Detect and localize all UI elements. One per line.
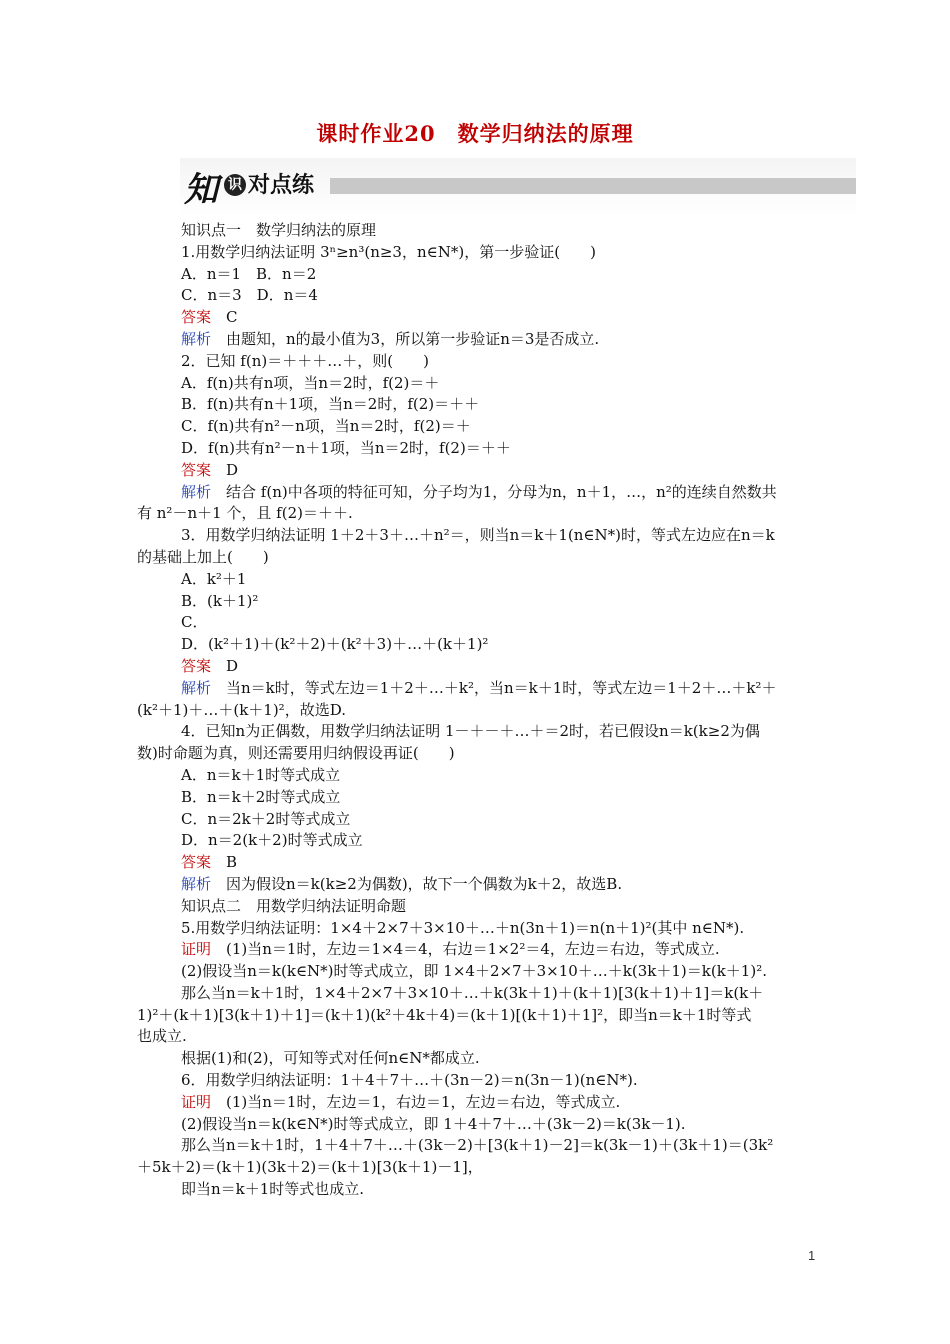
line-text: 4．已知n为正偶数，用数学归纳法证明 1－＋－＋…＋＝2时，若已假设n＝k(k≥2为偶 <box>181 722 760 741</box>
line-text: 5.用数学归纳法证明：1×4＋2×7＋3×10＋…＋n(3n＋1)＝n(n＋1)²(其中 n∈N*). <box>181 918 745 937</box>
line-text: A．n＝k＋1时等式成立 <box>181 765 341 784</box>
text-line <box>137 1157 817 1179</box>
line-text: 结合 f(n)中各项的特征可知，分子均为1，分母为n，n＋1，…，n²的连续自然数共 <box>211 482 777 501</box>
line-tag: 解析 <box>181 874 212 893</box>
line-text: 知识点一 数学归纳法的原理 <box>181 221 377 239</box>
line-tag: 证明 <box>181 1092 212 1111</box>
text-line <box>137 918 817 940</box>
text-line <box>137 591 817 613</box>
text-line <box>137 503 817 525</box>
line-text: C．n＝3 D．n＝4 <box>181 286 318 305</box>
text-line <box>137 220 817 242</box>
line-text: 根据(1)和(2)，可知等式对任何n∈N*都成立. <box>181 1049 480 1068</box>
line-text: 6．用数学归纳法证明：1＋4＋7＋…＋(3n－2)＝n(3n－1)(n∈N*). <box>181 1071 638 1090</box>
line-text: 1)²＋(k＋1)[3(k＋1)＋1]＝(k＋1)(k²＋4k＋4)＝(k＋1)[(k＋1)＋1]²，即当n＝k＋1时等式 <box>137 1005 752 1024</box>
line-text: C <box>211 308 238 327</box>
text-line <box>137 612 817 634</box>
line-tag: 解析 <box>181 329 212 348</box>
line-tag: 答案 <box>181 460 212 479</box>
line-text: A．n＝1 B．n＝2 <box>181 264 317 283</box>
text-line <box>137 656 817 678</box>
text-line <box>137 852 817 874</box>
text-line <box>137 307 817 329</box>
banner-bar <box>330 178 856 194</box>
text-line <box>137 765 817 787</box>
text-line <box>137 416 817 438</box>
text-line <box>137 809 817 831</box>
line-text: 2．已知 f(n)＝＋＋＋…＋，则( ) <box>181 351 429 370</box>
banner-text: 对点练 <box>248 173 315 198</box>
text-line <box>137 961 817 983</box>
line-tag: 答案 <box>181 853 212 872</box>
line-tag: 答案 <box>181 656 212 675</box>
banner-glyph-shi: 识 <box>224 174 246 196</box>
line-text: 那么当n＝k＋1时，1×4＋2×7＋3×10＋…＋k(3k＋1)＋(k＋1)[3(k＋1)＋1]＝k(k＋ <box>181 983 764 1002</box>
line-text: 也成立. <box>137 1027 187 1046</box>
line-text: B．(k＋1)² <box>181 591 259 610</box>
line-text: 当n＝k时，等式左边＝1＋2＋…＋k²，当n＝k＋1时，等式左边＝1＋2＋…＋k²＋ <box>211 678 777 697</box>
line-text: B <box>211 853 238 872</box>
banner-glyph-zhi: 知 <box>184 170 218 210</box>
line-tag: 解析 <box>181 678 212 697</box>
text-line <box>137 547 817 569</box>
text-line <box>137 896 817 918</box>
text-line <box>137 1070 817 1092</box>
page-number: 1 <box>808 1248 816 1263</box>
section-banner <box>180 158 856 216</box>
line-text: (2)假设当n＝k(k∈N*)时等式成立，即 1×4＋2×7＋3×10＋…＋k(3k＋1)＝k(k＋1)². <box>181 962 767 981</box>
line-text: D <box>211 656 239 675</box>
text-line <box>137 874 817 896</box>
line-text: A．f(n)共有n项，当n＝2时，f(2)＝＋ <box>181 373 440 392</box>
text-line <box>137 1026 817 1048</box>
line-text: D <box>211 460 239 479</box>
line-text: ＋5k＋2)＝(k＋1)(3k＋2)＝(k＋1)[3(k＋1)－1]， <box>137 1158 483 1177</box>
text-line <box>137 939 817 961</box>
text-line <box>137 242 817 264</box>
text-line <box>137 721 817 743</box>
text-line <box>137 460 817 482</box>
line-text: C．f(n)共有n²－n项，当n＝2时，f(2)＝＋ <box>181 417 471 436</box>
text-line <box>137 329 817 351</box>
line-text: 由题知，n的最小值为3，所以第一步验证n＝3是否成立. <box>211 329 600 348</box>
line-text: B．f(n)共有n＋1项，当n＝2时，f(2)＝＋＋ <box>181 395 480 414</box>
line-text: (1)当n＝1时，左边＝1，右边＝1，左边＝右边，等式成立. <box>211 1092 621 1111</box>
text-line <box>137 830 817 852</box>
line-text: (1)当n＝1时，左边＝1×4＝4，右边＝1×2²＝4，左边＝右边，等式成立. <box>211 940 720 959</box>
text-line <box>137 525 817 547</box>
line-text: (2)假设当n＝k(k∈N*)时等式成立，即 1＋4＋7＋…＋(3k－2)＝k(3k－1). <box>181 1114 686 1133</box>
line-text: D．(k²＋1)＋(k²＋2)＋(k²＋3)＋…＋(k＋1)² <box>181 635 489 654</box>
line-tag: 证明 <box>181 940 212 959</box>
text-line <box>137 743 817 765</box>
text-line <box>137 351 817 373</box>
text-line <box>137 678 817 700</box>
line-text: 那么当n＝k＋1时，1＋4＋7＋…＋(3k－2)＋[3(k＋1)－2]＝k(3k－1)＋(3k＋1)＝(3k² <box>181 1136 774 1155</box>
text-line <box>137 569 817 591</box>
text-line <box>137 264 817 286</box>
text-line <box>137 983 817 1005</box>
line-text: 3．用数学归纳法证明 1＋2＋3＋…＋n²＝，则当n＝k＋1(n∈N*)时，等式左边应在n＝k <box>181 526 775 545</box>
line-text: 有 n²－n＋1 个，且 f(2)＝＋＋. <box>137 504 353 523</box>
line-text: A．k²＋1 <box>181 569 247 588</box>
text-line <box>137 1092 817 1114</box>
text-line <box>137 373 817 395</box>
text-line <box>137 394 817 416</box>
line-tag: 解析 <box>181 482 212 501</box>
line-text: C．n＝2k＋2时等式成立 <box>181 809 351 828</box>
line-text: (k²＋1)＋…＋(k＋1)²，故选D. <box>137 700 346 719</box>
line-text: 即当n＝k＋1时等式也成立. <box>181 1180 365 1199</box>
line-tag: 答案 <box>181 308 212 327</box>
text-line <box>137 438 817 460</box>
text-line <box>137 285 817 307</box>
text-line <box>137 482 817 504</box>
text-line <box>137 700 817 722</box>
line-text: 1.用数学归纳法证明 3ⁿ≥n³(n≥3，n∈N*)，第一步验证( ) <box>181 242 596 261</box>
text-line <box>137 1114 817 1136</box>
line-text: 数)时命题为真，则还需要用归纳假设再证( ) <box>137 744 455 763</box>
text-line <box>137 634 817 656</box>
line-text: B．n＝k＋2时等式成立 <box>181 787 341 806</box>
page-title: 课时作业20 数学归纳法的原理 <box>316 121 634 146</box>
line-text: D．n＝2(k＋2)时等式成立 <box>181 831 363 850</box>
line-text: C． <box>181 613 208 632</box>
line-text: 知识点二 用数学归纳法证明命题 <box>181 896 407 915</box>
text-line <box>137 1179 817 1201</box>
text-line <box>137 1005 817 1027</box>
text-line <box>137 787 817 809</box>
line-text: D．f(n)共有n²－n＋1项，当n＝2时，f(2)＝＋＋ <box>181 438 511 457</box>
line-text: 的基础上加上( ) <box>137 547 269 566</box>
text-line <box>137 1048 817 1070</box>
text-line <box>137 1135 817 1157</box>
document-body <box>137 220 817 1201</box>
line-text: 因为假设n＝k(k≥2为偶数)，故下一个偶数为k＋2，故选B. <box>211 874 623 893</box>
